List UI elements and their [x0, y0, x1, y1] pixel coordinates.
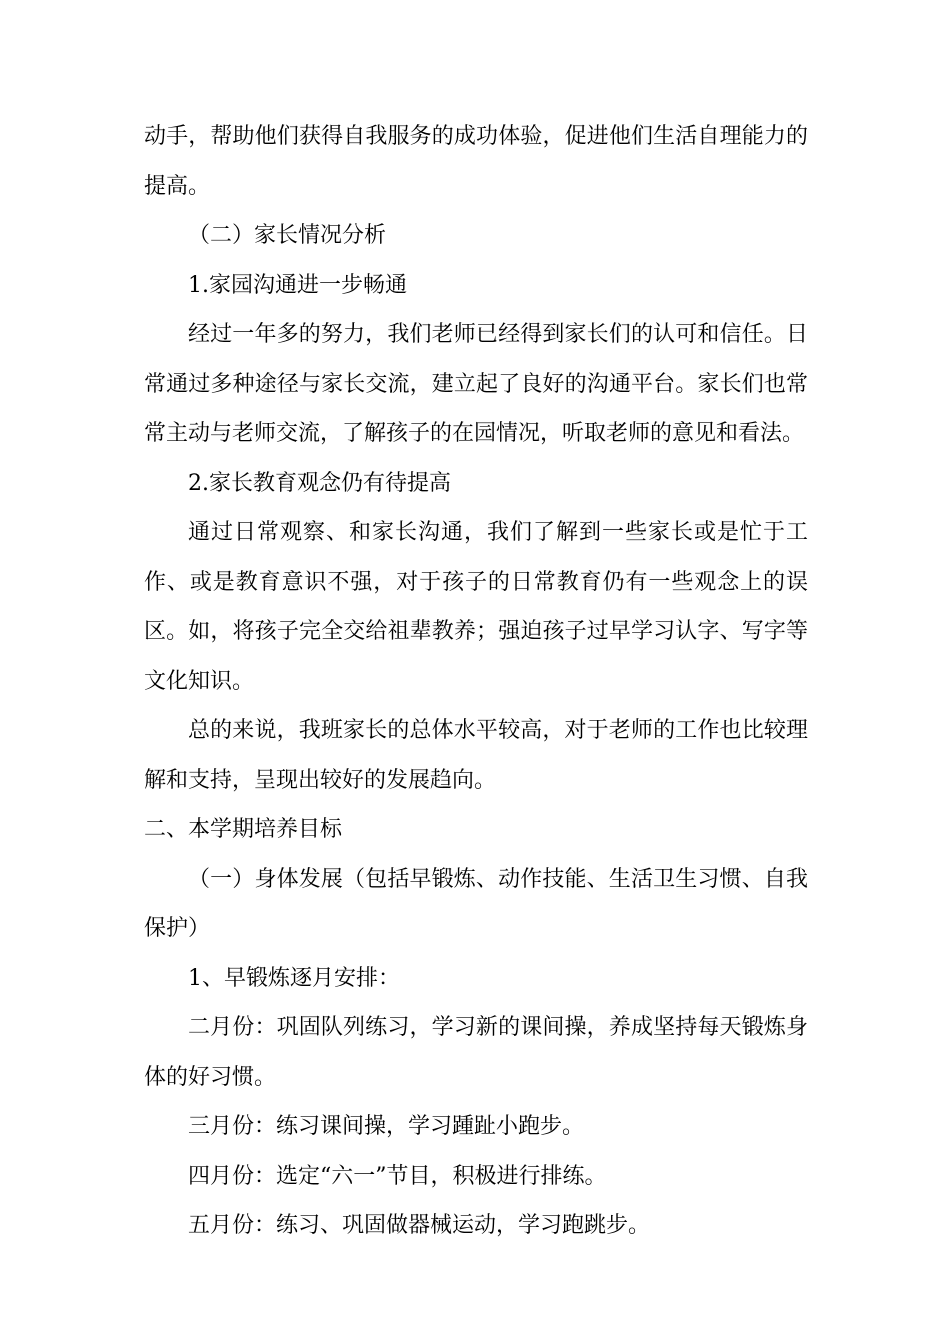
paragraph-self-care-continued: 动手，帮助他们获得自我服务的成功体验，促进他们生活自理能力的提高。 — [144, 124, 808, 199]
schedule-march: 三月份：练习课间操，学习踵趾小跑步。 — [188, 1114, 585, 1139]
heading-physical-development: （一）身体发展（包括早锻炼、动作技能、生活卫生习惯、自我保护） — [144, 866, 808, 941]
paragraph-parent-summary: 总的来说，我班家长的总体水平较高，对于老师的工作也比较理解和支持，呈现出较好的发展趋向。 — [144, 718, 808, 793]
paragraph-parent-misconceptions: 通过日常观察、和家长沟通，我们了解到一些家长或是忙于工作、或是教育意识不强，对于孩子的日常教育仍有一些观念上的误区。如，将孩子完全交给祖辈教养；强迫孩子过早学习认字、写字等文化知识。 — [144, 520, 808, 694]
heading-parent-analysis: （二）家长情况分析 — [188, 223, 387, 248]
schedule-april: 四月份：选定“六一”节目，积极进行排练。 — [188, 1163, 607, 1189]
subheading-parent-education-concepts: 2.家长教育观念仍有待提高 — [188, 470, 451, 496]
paragraph-communication: 经过一年多的努力，我们老师已经得到家长们的认可和信任。日常通过多种途径与家长交流，建立起了良好的沟通平台。家长们也常常主动与老师交流，了解孩子的在园情况，听取老师的意见和看法。 — [144, 322, 808, 446]
subheading-home-school-communication: 1.家园沟通进一步畅通 — [188, 272, 407, 298]
subheading-morning-exercise-schedule: 1、早锻炼逐月安排： — [188, 965, 400, 991]
document-body — [144, 112, 808, 1251]
schedule-may: 五月份：练习、巩固做器械运动，学习跑跳步。 — [188, 1213, 651, 1238]
heading-semester-goals: 二、本学期培养目标 — [144, 817, 343, 842]
schedule-february: 二月份：巩固队列练习，学习新的课间操，养成坚持每天锻炼身体的好习惯。 — [144, 1015, 808, 1090]
